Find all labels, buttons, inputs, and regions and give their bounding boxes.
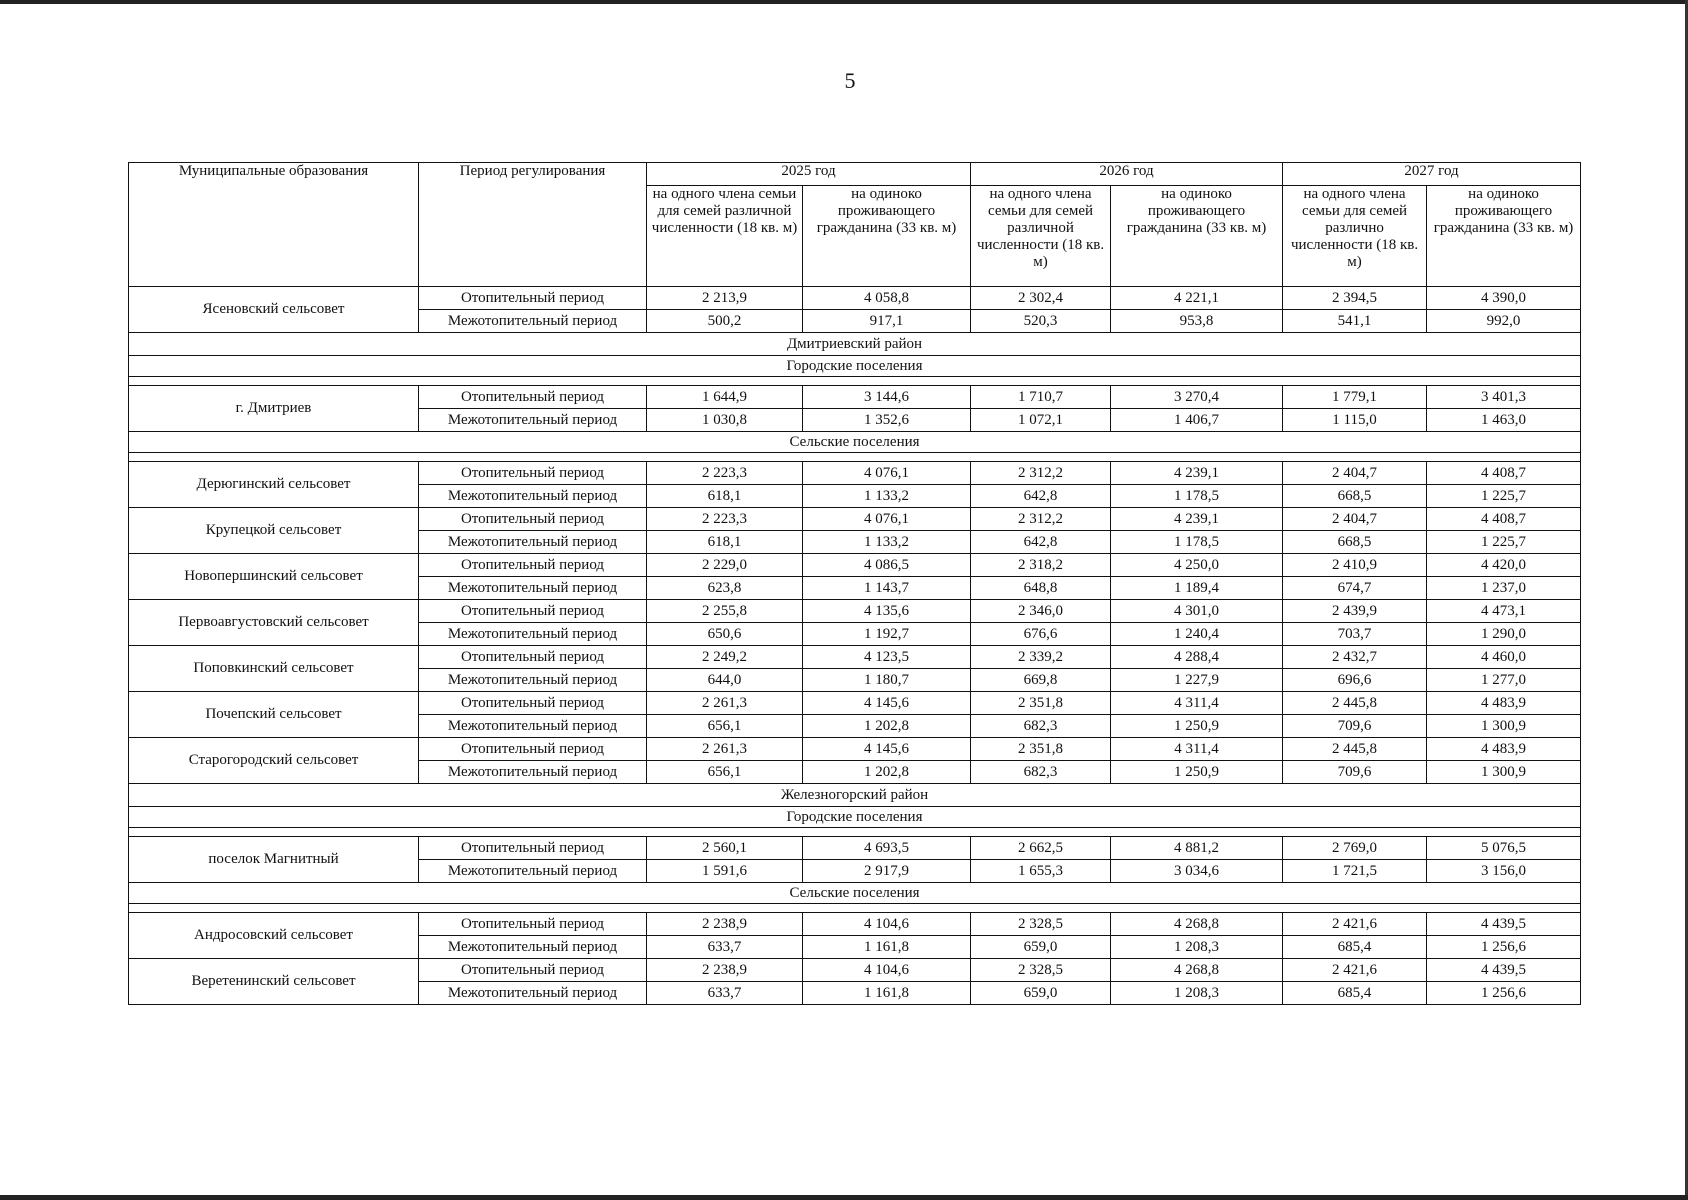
value-cell: 1 256,6 — [1427, 936, 1581, 959]
value-cell: 1 208,3 — [1111, 982, 1283, 1005]
value-cell: 4 104,6 — [803, 959, 971, 982]
value-cell: 2 432,7 — [1283, 646, 1427, 669]
value-cell: 2 249,2 — [647, 646, 803, 669]
value-cell: 4 123,5 — [803, 646, 971, 669]
value-cell: 520,3 — [971, 310, 1111, 333]
section-label-row — [129, 807, 1581, 828]
value-cell: 2 255,8 — [647, 600, 803, 623]
value-cell: 2 560,1 — [647, 837, 803, 860]
value-cell: 2 421,6 — [1283, 959, 1427, 982]
tariff-table — [128, 162, 1581, 1005]
value-cell: 4 239,1 — [1111, 462, 1283, 485]
value-cell: 4 135,6 — [803, 600, 971, 623]
value-cell: 4 390,0 — [1427, 287, 1581, 310]
municipality-name: Старогородский сельсовет — [129, 738, 419, 784]
value-cell: 2 238,9 — [647, 959, 803, 982]
table-row — [129, 692, 1581, 715]
year-2026-header: 2026 год — [971, 163, 1283, 186]
table-row — [129, 462, 1581, 485]
section-label: Городские поселения — [129, 356, 1581, 377]
municipality-name: г. Дмитриев — [129, 386, 419, 432]
table-row — [129, 554, 1581, 577]
value-cell: 2 229,0 — [647, 554, 803, 577]
value-cell: 709,6 — [1283, 761, 1427, 784]
value-cell: 1 721,5 — [1283, 860, 1427, 883]
value-cell: 648,8 — [971, 577, 1111, 600]
spacer-row — [129, 377, 1581, 386]
value-cell: 2 261,3 — [647, 738, 803, 761]
value-cell: 676,6 — [971, 623, 1111, 646]
value-cell: 633,7 — [647, 936, 803, 959]
value-cell: 1 300,9 — [1427, 761, 1581, 784]
value-cell: 703,7 — [1283, 623, 1427, 646]
value-cell: 2 261,3 — [647, 692, 803, 715]
table-row — [129, 386, 1581, 409]
spacer-cell — [129, 828, 1581, 837]
value-cell: 1 072,1 — [971, 409, 1111, 432]
period-nonheating: Межотопительный период — [419, 982, 647, 1005]
value-cell: 917,1 — [803, 310, 971, 333]
municipality-name: Дерюгинский сельсовет — [129, 462, 419, 508]
value-cell: 2 312,2 — [971, 462, 1111, 485]
value-cell: 682,3 — [971, 715, 1111, 738]
value-cell: 1 161,8 — [803, 936, 971, 959]
period-nonheating: Межотопительный период — [419, 531, 647, 554]
district-title: Железногорский район — [129, 784, 1581, 807]
spacer-cell — [129, 377, 1581, 386]
period-nonheating: Межотопительный период — [419, 761, 647, 784]
value-cell: 5 076,5 — [1427, 837, 1581, 860]
value-cell: 1 591,6 — [647, 860, 803, 883]
value-cell: 4 076,1 — [803, 508, 971, 531]
value-cell: 1 202,8 — [803, 761, 971, 784]
value-cell: 4 250,0 — [1111, 554, 1283, 577]
value-cell: 2 223,3 — [647, 508, 803, 531]
value-cell: 4 104,6 — [803, 913, 971, 936]
value-cell: 1 225,7 — [1427, 485, 1581, 508]
period-nonheating: Межотопительный период — [419, 623, 647, 646]
value-cell: 1 300,9 — [1427, 715, 1581, 738]
value-cell: 656,1 — [647, 761, 803, 784]
value-cell: 2 328,5 — [971, 913, 1111, 936]
subheader-single-2027: на одиноко проживающего гражданина (33 кв. м) — [1427, 186, 1581, 287]
period-heating: Отопительный период — [419, 837, 647, 860]
value-cell: 1 192,7 — [803, 623, 971, 646]
value-cell: 2 302,4 — [971, 287, 1111, 310]
municipality-name: Андросовский сельсовет — [129, 913, 419, 959]
value-cell: 4 268,8 — [1111, 959, 1283, 982]
period-heating: Отопительный период — [419, 386, 647, 409]
period-nonheating: Межотопительный период — [419, 485, 647, 508]
period-heating: Отопительный период — [419, 554, 647, 577]
value-cell: 4 058,8 — [803, 287, 971, 310]
period-heating: Отопительный период — [419, 287, 647, 310]
value-cell: 3 401,3 — [1427, 386, 1581, 409]
value-cell: 4 145,6 — [803, 738, 971, 761]
value-cell: 2 328,5 — [971, 959, 1111, 982]
value-cell: 4 221,1 — [1111, 287, 1283, 310]
value-cell: 4 288,4 — [1111, 646, 1283, 669]
value-cell: 1 178,5 — [1111, 531, 1283, 554]
value-cell: 1 115,0 — [1283, 409, 1427, 432]
period-heating: Отопительный период — [419, 600, 647, 623]
value-cell: 659,0 — [971, 936, 1111, 959]
municipality-name: Веретенинский сельсовет — [129, 959, 419, 1005]
municipality-name: поселок Магнитный — [129, 837, 419, 883]
col-municipality-header: Муниципальные образования — [129, 163, 419, 287]
value-cell: 659,0 — [971, 982, 1111, 1005]
value-cell: 1 133,2 — [803, 485, 971, 508]
value-cell: 2 223,3 — [647, 462, 803, 485]
value-cell: 656,1 — [647, 715, 803, 738]
period-heating: Отопительный период — [419, 959, 647, 982]
value-cell: 668,5 — [1283, 485, 1427, 508]
spacer-cell — [129, 904, 1581, 913]
page-number: 5 — [844, 68, 856, 93]
district-title-row — [129, 333, 1581, 356]
period-nonheating: Межотопительный период — [419, 715, 647, 738]
value-cell: 2 351,8 — [971, 692, 1111, 715]
table-row — [129, 959, 1581, 982]
spacer-row — [129, 904, 1581, 913]
value-cell: 4 268,8 — [1111, 913, 1283, 936]
table-row — [129, 600, 1581, 623]
value-cell: 642,8 — [971, 485, 1111, 508]
period-heating: Отопительный период — [419, 913, 647, 936]
period-nonheating: Межотопительный период — [419, 860, 647, 883]
value-cell: 2 769,0 — [1283, 837, 1427, 860]
value-cell: 3 034,6 — [1111, 860, 1283, 883]
value-cell: 4 145,6 — [803, 692, 971, 715]
value-cell: 4 301,0 — [1111, 600, 1283, 623]
value-cell: 2 404,7 — [1283, 462, 1427, 485]
period-heating: Отопительный период — [419, 646, 647, 669]
municipality-name: Почепский сельсовет — [129, 692, 419, 738]
value-cell: 4 483,9 — [1427, 692, 1581, 715]
value-cell: 4 439,5 — [1427, 959, 1581, 982]
period-nonheating: Межотопительный период — [419, 409, 647, 432]
table-row — [129, 837, 1581, 860]
subheader-per-member-2025: на одного члена семьи для семей различной численности (18 кв. м) — [647, 186, 803, 287]
col-period-header: Период регулирования — [419, 163, 647, 287]
section-label: Сельские поселения — [129, 432, 1581, 453]
district-title: Дмитриевский район — [129, 333, 1581, 356]
value-cell: 2 404,7 — [1283, 508, 1427, 531]
value-cell: 1 030,8 — [647, 409, 803, 432]
value-cell: 650,6 — [647, 623, 803, 646]
value-cell: 3 270,4 — [1111, 386, 1283, 409]
period-heating: Отопительный период — [419, 738, 647, 761]
value-cell: 2 238,9 — [647, 913, 803, 936]
value-cell: 4 439,5 — [1427, 913, 1581, 936]
value-cell: 541,1 — [1283, 310, 1427, 333]
value-cell: 2 445,8 — [1283, 692, 1427, 715]
value-cell: 644,0 — [647, 669, 803, 692]
value-cell: 1 256,6 — [1427, 982, 1581, 1005]
value-cell: 1 644,9 — [647, 386, 803, 409]
value-cell: 4 460,0 — [1427, 646, 1581, 669]
section-label: Городские поселения — [129, 807, 1581, 828]
value-cell: 685,4 — [1283, 936, 1427, 959]
value-cell: 1 290,0 — [1427, 623, 1581, 646]
value-cell: 4 473,1 — [1427, 600, 1581, 623]
value-cell: 2 346,0 — [971, 600, 1111, 623]
municipality-name: Крупецкой сельсовет — [129, 508, 419, 554]
subheader-single-2025: на одиноко проживающего гражданина (33 кв. м) — [803, 186, 971, 287]
subheader-per-member-2027: на одного члена семьи для семей различно численности (18 кв. м) — [1283, 186, 1427, 287]
spacer-row — [129, 828, 1581, 837]
table-row — [129, 508, 1581, 531]
value-cell: 1 277,0 — [1427, 669, 1581, 692]
value-cell: 4 693,5 — [803, 837, 971, 860]
value-cell: 500,2 — [647, 310, 803, 333]
value-cell: 1 202,8 — [803, 715, 971, 738]
section-label: Сельские поселения — [129, 883, 1581, 904]
value-cell: 953,8 — [1111, 310, 1283, 333]
value-cell: 696,6 — [1283, 669, 1427, 692]
subheader-single-2026: на одиноко проживающего гражданина (33 кв. м) — [1111, 186, 1283, 287]
value-cell: 1 655,3 — [971, 860, 1111, 883]
value-cell: 618,1 — [647, 485, 803, 508]
municipality-name: Первоавгустовский сельсовет — [129, 600, 419, 646]
value-cell: 4 311,4 — [1111, 692, 1283, 715]
subheader-per-member-2026: на одного члена семьи для семей различной численности (18 кв. м) — [971, 186, 1111, 287]
section-label-row — [129, 432, 1581, 453]
value-cell: 685,4 — [1283, 982, 1427, 1005]
period-heating: Отопительный период — [419, 508, 647, 531]
value-cell: 2 318,2 — [971, 554, 1111, 577]
value-cell: 1 161,8 — [803, 982, 971, 1005]
value-cell: 1 225,7 — [1427, 531, 1581, 554]
value-cell: 3 144,6 — [803, 386, 971, 409]
value-cell: 2 662,5 — [971, 837, 1111, 860]
section-label-row — [129, 356, 1581, 377]
year-2027-header: 2027 год — [1283, 163, 1581, 186]
value-cell: 4 311,4 — [1111, 738, 1283, 761]
year-2025-header: 2025 год — [647, 163, 971, 186]
value-cell: 1 178,5 — [1111, 485, 1283, 508]
value-cell: 1 208,3 — [1111, 936, 1283, 959]
value-cell: 3 156,0 — [1427, 860, 1581, 883]
value-cell: 669,8 — [971, 669, 1111, 692]
period-nonheating: Межотопительный период — [419, 310, 647, 333]
district-title-row — [129, 784, 1581, 807]
value-cell: 1 237,0 — [1427, 577, 1581, 600]
value-cell: 1 180,7 — [803, 669, 971, 692]
value-cell: 618,1 — [647, 531, 803, 554]
table-row — [129, 913, 1581, 936]
value-cell: 2 213,9 — [647, 287, 803, 310]
municipality-name: Новопершинский сельсовет — [129, 554, 419, 600]
scan-bottom-edge — [0, 1195, 1688, 1200]
tariff-table-body — [129, 287, 1581, 1005]
value-cell: 1 463,0 — [1427, 409, 1581, 432]
municipality-name: Ясеновский сельсовет — [129, 287, 419, 333]
value-cell: 2 394,5 — [1283, 287, 1427, 310]
value-cell: 1 143,7 — [803, 577, 971, 600]
value-cell: 642,8 — [971, 531, 1111, 554]
value-cell: 1 240,4 — [1111, 623, 1283, 646]
period-nonheating: Межотопительный период — [419, 577, 647, 600]
value-cell: 4 408,7 — [1427, 462, 1581, 485]
municipality-name: Поповкинский сельсовет — [129, 646, 419, 692]
section-label-row — [129, 883, 1581, 904]
value-cell: 1 133,2 — [803, 531, 971, 554]
value-cell: 4 483,9 — [1427, 738, 1581, 761]
value-cell: 4 881,2 — [1111, 837, 1283, 860]
value-cell: 1 227,9 — [1111, 669, 1283, 692]
value-cell: 1 352,6 — [803, 409, 971, 432]
value-cell: 1 406,7 — [1111, 409, 1283, 432]
table-row — [129, 646, 1581, 669]
period-nonheating: Межотопительный период — [419, 936, 647, 959]
table-row — [129, 738, 1581, 761]
value-cell: 2 917,9 — [803, 860, 971, 883]
value-cell: 633,7 — [647, 982, 803, 1005]
value-cell: 668,5 — [1283, 531, 1427, 554]
value-cell: 2 445,8 — [1283, 738, 1427, 761]
value-cell: 2 351,8 — [971, 738, 1111, 761]
value-cell: 1 189,4 — [1111, 577, 1283, 600]
value-cell: 682,3 — [971, 761, 1111, 784]
value-cell: 623,8 — [647, 577, 803, 600]
value-cell: 1 710,7 — [971, 386, 1111, 409]
value-cell: 992,0 — [1427, 310, 1581, 333]
value-cell: 4 076,1 — [803, 462, 971, 485]
value-cell: 2 439,9 — [1283, 600, 1427, 623]
table-row — [129, 287, 1581, 310]
value-cell: 2 339,2 — [971, 646, 1111, 669]
value-cell: 4 420,0 — [1427, 554, 1581, 577]
value-cell: 2 312,2 — [971, 508, 1111, 531]
value-cell: 709,6 — [1283, 715, 1427, 738]
value-cell: 4 408,7 — [1427, 508, 1581, 531]
period-heating: Отопительный период — [419, 692, 647, 715]
spacer-cell — [129, 453, 1581, 462]
scan-top-edge — [0, 0, 1688, 4]
value-cell: 674,7 — [1283, 577, 1427, 600]
value-cell: 1 250,9 — [1111, 715, 1283, 738]
value-cell: 1 779,1 — [1283, 386, 1427, 409]
period-heating: Отопительный период — [419, 462, 647, 485]
value-cell: 2 410,9 — [1283, 554, 1427, 577]
value-cell: 2 421,6 — [1283, 913, 1427, 936]
period-nonheating: Межотопительный период — [419, 669, 647, 692]
value-cell: 4 239,1 — [1111, 508, 1283, 531]
value-cell: 1 250,9 — [1111, 761, 1283, 784]
value-cell: 4 086,5 — [803, 554, 971, 577]
spacer-row — [129, 453, 1581, 462]
